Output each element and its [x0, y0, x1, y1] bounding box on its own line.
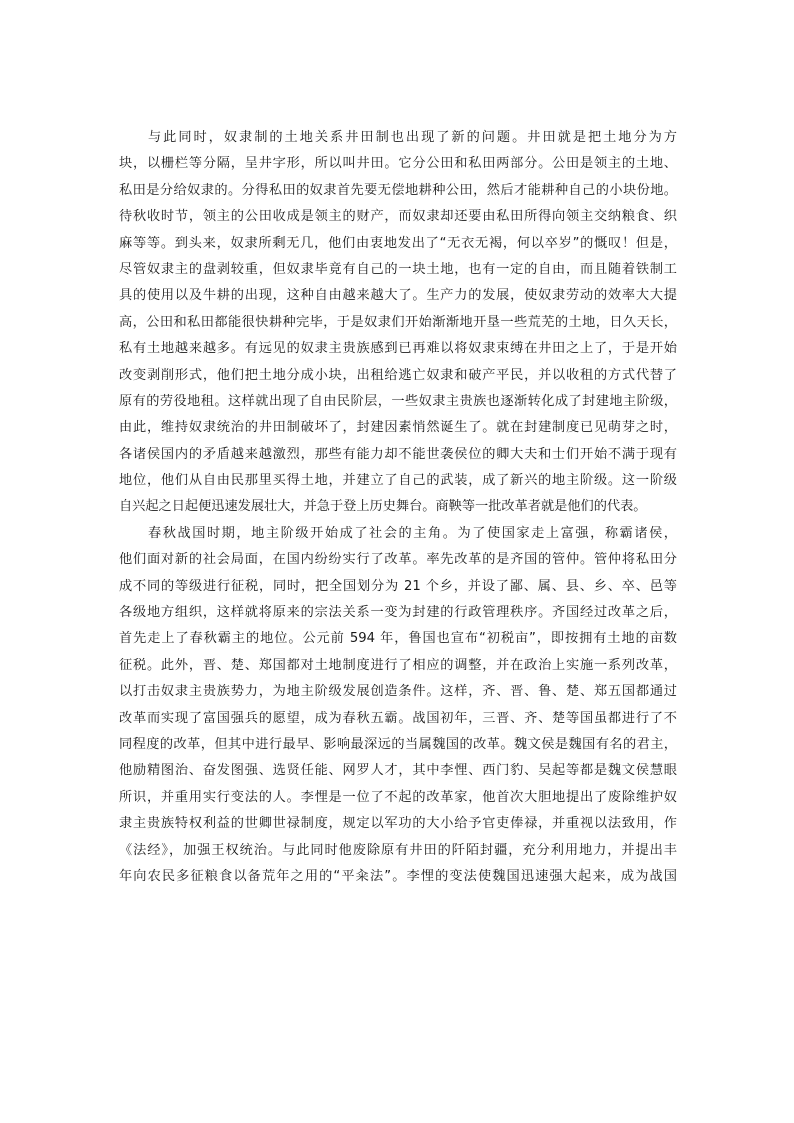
text-line: 年向农民多征粮食以备荒年之用的“平籴法”。李悝的变法使魏国迅速强大起来，成为战国: [119, 868, 677, 884]
text-line: 同程度的改革，但其中进行最早、影响最深远的当属魏国的改革。魏文侯是魏国有名的君主，: [119, 736, 677, 752]
text-line: 改变剥削形式，他们把土地分成小块，出租给逃亡奴隶和破产平民，并以收租的方式代替了: [119, 367, 677, 383]
text-line: 麻等等。到头来，奴隶所剩无几，他们由衷地发出了“无衣无褐，何以卒岁”的慨叹！但是，: [119, 235, 677, 251]
text-line: 征税。此外，晋、楚、郑国都对土地制度进行了相应的调整，并在政治上实施一系列改革，: [119, 657, 677, 673]
text-line: 具的使用以及牛耕的出现，这种自由越来越大了。生产力的发展，使奴隶劳动的效率大大提: [119, 288, 677, 304]
text-line: 私田是分给奴隶的。分得私田的奴隶首先要无偿地耕种公田，然后才能耕种自己的小块份地。: [119, 182, 677, 198]
text-line: 所识，并重用实行变法的人。李悝是一位了不起的改革家，他首次大胆地提出了废除维护奴: [119, 789, 677, 805]
text-line: 高，公田和私田都能很快耕种完毕，于是奴隶们开始渐渐地开垦一些荒芜的土地，日久天长，: [119, 314, 677, 330]
text-line: 待秋收时节，领主的公田收成是领主的财产，而奴隶却还要由私田所得向领主交纳粮食、织: [119, 209, 677, 225]
text-line: 以打击奴隶主贵族势力，为地主阶级发展创造条件。这样，齐、晋、鲁、楚、郑五国都通过: [119, 684, 677, 700]
text-line: 首先走上了春秋霸主的地位。公元前 594 年，鲁国也宣布“初税亩”，即按拥有土地的亩数: [119, 631, 677, 647]
text-line: 各级地方组织，这样就将原来的宗法关系一变为封建的行政管理秩序。齐国经过改革之后，: [119, 605, 677, 621]
text-line: 与此同时，奴隶制的土地关系井田制也出现了新的问题。井田就是把土地分为方: [148, 130, 677, 145]
paragraph-spring-autumn-reforms: [119, 521, 677, 890]
document-page: [119, 125, 677, 890]
text-line: 《法经》，加强王权统治。与此同时他废除原有井田的阡陌封疆，充分利用地力，并提出丰: [119, 842, 677, 858]
text-line: 他们面对新的社会局面，在国内纷纷实行了改革。率先改革的是齐国的管仲。管仲将私田分: [119, 552, 677, 568]
text-line: 隶主贵族特权利益的世卿世禄制度，规定以军功的大小给予官吏俸禄，并重视以法致用，作: [119, 816, 677, 832]
text-line: 尽管奴隶主的盘剥较重，但奴隶毕竟有自己的一块土地，也有一定的自由，而且随着铁制工: [119, 261, 677, 277]
text-line: 地位，他们从自由民那里买得土地，并建立了自己的武装，成了新兴的地主阶级。这一阶级: [119, 473, 677, 489]
paragraph-well-field-system: [119, 125, 677, 521]
text-line: 由此，维持奴隶统治的井田制破坏了，封建因素悄然诞生了。就在封建制度已见萌芽之时，: [119, 420, 677, 436]
text-line: 他励精图治、奋发图强、选贤任能、网罗人才，其中李悝、西门豹、吴起等都是魏文侯慧眼: [119, 763, 677, 779]
text-line: 私有土地越来越多。有远见的奴隶主贵族感到已再难以将奴隶束缚在井田之上了，于是开始: [119, 341, 677, 357]
text-line: 各诸侯国内的矛盾越来越激烈，那些有能力却不能世袭侯位的卿大夫和士们开始不满于现有: [119, 446, 677, 462]
text-line: 自兴起之日起便迅速发展壮大，并急于登上历史舞台。商鞅等一批改革者就是他们的代表。: [119, 499, 647, 515]
text-line: 春秋战国时期，地主阶级开始成了社会的主角。为了使国家走上富强，称霸诸侯，: [148, 525, 677, 541]
text-line: 成不同的等级进行征税，同时，把全国划分为 21 个乡，并设了鄙、属、县、乡、卒、邑等: [119, 578, 677, 594]
text-line: 原有的劳役地租。这样就出现了自由民阶层，一些奴隶主贵族也逐渐转化成了封建地主阶级，: [119, 393, 677, 409]
text-line: 块，以栅栏等分隔，呈井字形，所以叫井田。它分公田和私田两部分。公田是领主的土地、: [119, 156, 677, 172]
text-line: 改革而实现了富国强兵的愿望，成为春秋五霸。战国初年，三晋、齐、楚等国虽都进行了不: [119, 710, 677, 726]
